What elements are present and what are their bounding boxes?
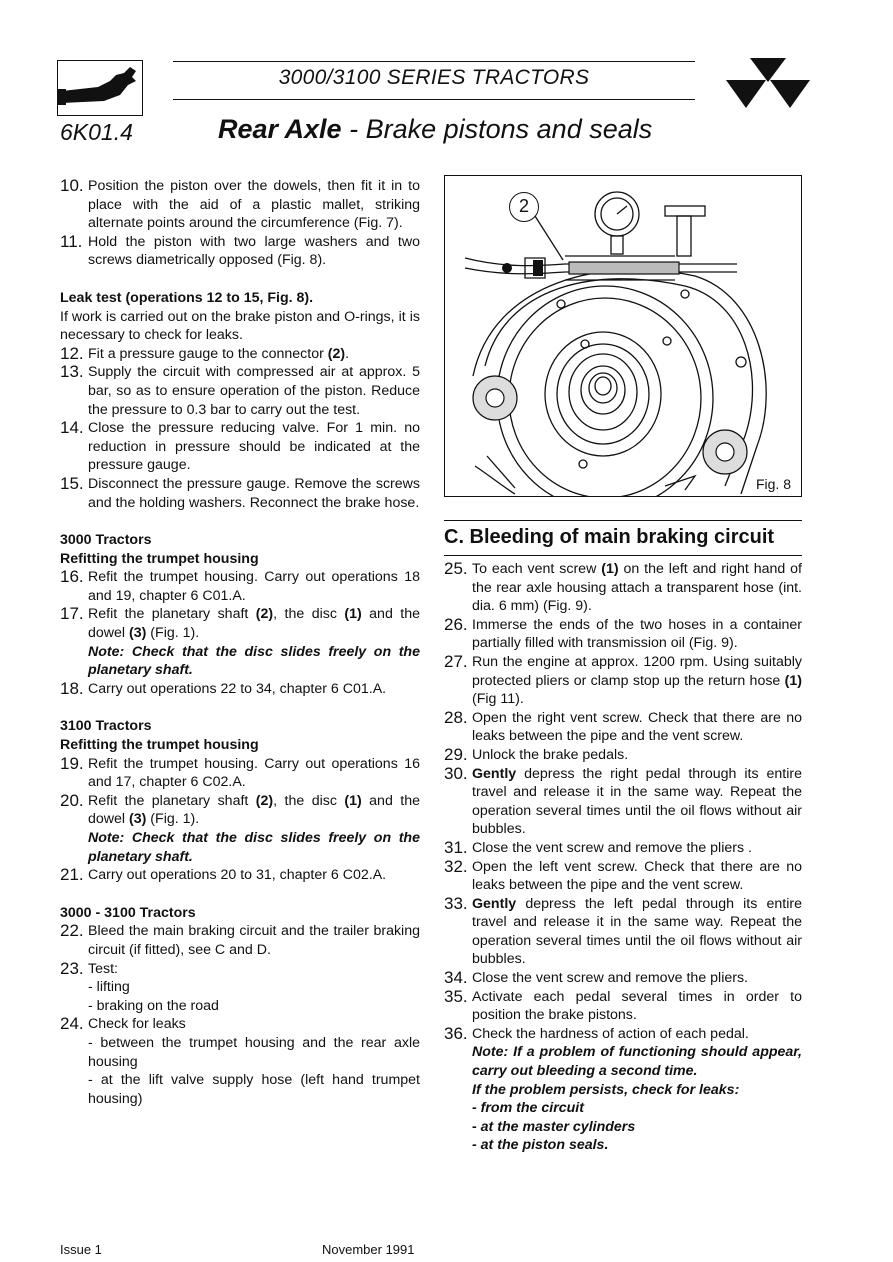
note: Note: Check that the disc slides freely on the planetary shaft. xyxy=(88,643,420,679)
callout-2: 2 xyxy=(509,192,539,222)
step-number: 20. xyxy=(60,790,84,810)
step-text: Test: - lifting - braking on the road xyxy=(88,960,219,1014)
step-text: Gently depress the right pedal through its entire travel and release it in the same way. Repeat the operation several times until the oil flows without air bubbles. xyxy=(472,765,802,838)
step-text: Carry out operations 22 to 34, chapter 6 C01.A. xyxy=(88,680,387,697)
step-29 xyxy=(444,746,802,765)
step-text: Unlock the brake pedals. xyxy=(472,746,629,763)
step-11 xyxy=(60,233,420,270)
step-text: Position the piston over the dowels, then fit it in to place with the aid of a plastic mallet, striking alternate points around the circumference (Fig. 7). xyxy=(88,178,420,232)
step-text: Close the pressure reducing valve. For 1 min. no reduction in pressure should be indicated at the pressure gauge. xyxy=(88,420,420,474)
section-code: 6K01.4 xyxy=(60,119,133,145)
step-number: 18. xyxy=(60,678,84,698)
footer-issue: Issue 1 xyxy=(60,1242,102,1257)
step-25 xyxy=(444,560,802,616)
note: Note: Check that the disc slides freely on the planetary shaft. xyxy=(88,830,420,865)
footer-date: November 1991 xyxy=(322,1242,415,1257)
step-number: 10. xyxy=(60,176,84,195)
step-22 xyxy=(60,922,420,959)
section-c-title: C. Bleeding of main braking circuit xyxy=(444,526,775,548)
step-text: To each vent screw (1) on the left and right hand of the rear axle housing attach a transparent hose (int. dia. 6 mm) (Fig. 9). xyxy=(472,561,802,615)
step-24 xyxy=(60,1015,420,1108)
step-text: Disconnect the pressure gauge. Remove the screws and the holding washers. Reconnect the brake hose. xyxy=(88,475,420,511)
step-28 xyxy=(444,709,802,746)
step-13 xyxy=(60,363,420,419)
step-number: 26. xyxy=(444,614,468,634)
step-text: Refit the planetary shaft (2), the disc (1) and the dowel (3) (Fig. 1). Note: Check that the disc slides freely on the planetary shaft. xyxy=(88,792,420,865)
step-text: Supply the circuit with compressed air at approx. 5 bar, so as to ensure operation of the piston. Reduce the pressure to 0.3 bar to carry out the test. xyxy=(88,364,420,418)
heading-3000-sub: Refitting the trumpet housing xyxy=(60,550,259,567)
step-text: Refit the trumpet housing. Carry out operations 16 and 17, chapter 6 C02.A. xyxy=(88,755,420,791)
step-27 xyxy=(444,653,802,709)
step-text: Close the vent screw and remove the pliers. xyxy=(472,970,748,987)
step-text: Immerse the ends of the two hoses in a container partially filled with transmission oil (Fig. 9). xyxy=(472,616,802,652)
step-text: Check for leaks - between the trumpet housing and the rear axle housing - at the lift valve supply hose (left hand trumpet housing) xyxy=(88,1016,420,1107)
step-number: 23. xyxy=(60,958,84,978)
leak-test-heading: Leak test (operations 12 to 15, Fig. 8). xyxy=(60,289,314,306)
step-number: 15. xyxy=(60,473,84,493)
figure-caption: Fig. 8 xyxy=(755,476,791,492)
section-c-rule-top xyxy=(444,520,802,521)
heading-3000-3100: 3000 - 3100 Tractors xyxy=(60,904,196,921)
step-number: 14. xyxy=(60,418,84,438)
note: Note: If a problem of functioning should appear, carry out bleeding a second time. xyxy=(472,1044,802,1080)
leak-test-intro: If work is carried out on the brake piston and O-rings, it is necessary to check for leaks. xyxy=(60,308,420,344)
brake-assembly-illustration xyxy=(445,176,801,496)
step-text: Gently depress the left pedal through its entire travel and release it in the same way. Repeat the operation several times until the oil flows without air bubbles. xyxy=(472,895,802,968)
step-32 xyxy=(444,858,802,895)
step-number: 32. xyxy=(444,856,468,876)
note: - at the piston seals. xyxy=(472,1137,609,1154)
heading-3100-sub: Refitting the trumpet housing xyxy=(60,737,259,754)
step-number: 17. xyxy=(60,604,84,624)
step-23 xyxy=(60,960,420,1016)
step-35 xyxy=(444,988,802,1025)
header-rule-top xyxy=(173,61,695,62)
step-34 xyxy=(444,969,802,988)
step-number: 28. xyxy=(444,707,468,727)
step-number: 27. xyxy=(444,651,468,671)
step-text: Open the right vent screw. Check that there are no leaks between the pipe and the vent screw. xyxy=(472,709,802,745)
step-number: 24. xyxy=(60,1014,84,1034)
note: If the problem persists, check for leaks: xyxy=(472,1081,740,1098)
step-number: 21. xyxy=(60,865,84,885)
step-21 xyxy=(60,866,420,885)
step-number: 25. xyxy=(444,559,468,578)
step-text: Bleed the main braking circuit and the trailer braking circuit (if fitted), see C and D. xyxy=(88,923,420,958)
right-column xyxy=(444,560,802,1155)
header-rule-bottom xyxy=(173,99,695,100)
triple-triangle-logo-icon xyxy=(722,56,814,120)
step-number: 31. xyxy=(444,837,468,857)
step-number: 33. xyxy=(444,893,468,913)
step-text: Close the vent screw and remove the pliers . xyxy=(472,839,752,856)
step-text: Check the hardness of action of each pedal. Note: If a problem of functioning should appear, carry out bleeding a second time. If the problem persists, check for leaks: - from the circuit - at the master cylinders - at the piston seals. xyxy=(472,1025,802,1154)
step-number: 36. xyxy=(444,1023,468,1043)
step-number: 29. xyxy=(444,744,468,764)
step-26 xyxy=(444,616,802,653)
step-number: 34. xyxy=(444,968,468,988)
step-text: Refit the planetary shaft (2), the disc (1) and the dowel (3) (Fig. 1). Note: Check that the disc slides freely on the planetary shaft. xyxy=(88,606,420,679)
step-19 xyxy=(60,755,420,792)
step-36 xyxy=(444,1025,802,1155)
hand-wrench-icon xyxy=(58,61,142,115)
step-18 xyxy=(60,680,420,699)
step-15 xyxy=(60,475,420,512)
note: - from the circuit xyxy=(472,1100,584,1117)
step-17 xyxy=(60,605,420,679)
step-10 xyxy=(60,177,420,233)
step-number: 30. xyxy=(444,763,468,783)
step-30 xyxy=(444,765,802,839)
step-number: 16. xyxy=(60,567,84,587)
step-text: Activate each pedal several times in order to position the brake pistons. xyxy=(472,988,802,1024)
page-title xyxy=(218,114,652,145)
step-number: 22. xyxy=(60,921,84,941)
step-33 xyxy=(444,895,802,969)
step-31 xyxy=(444,839,802,858)
series-title: 3000/3100 SERIES TRACTORS xyxy=(278,66,590,89)
step-number: 12. xyxy=(60,343,84,363)
step-number: 11. xyxy=(60,231,83,251)
step-16 xyxy=(60,568,420,605)
step-number: 35. xyxy=(444,986,468,1006)
step-12 xyxy=(60,345,420,364)
step-20 xyxy=(60,792,420,866)
left-column xyxy=(60,177,420,1108)
step-14 xyxy=(60,419,420,475)
page-title-bold: Rear Axle xyxy=(218,114,342,144)
workshop-logo xyxy=(57,60,143,116)
step-number: 13. xyxy=(60,362,84,382)
step-text: Fit a pressure gauge to the connector (2). xyxy=(88,345,350,362)
heading-3000: 3000 Tractors xyxy=(60,532,152,549)
step-number: 19. xyxy=(60,753,84,773)
page-title-rest: - Brake pistons and seals xyxy=(341,114,653,144)
figure-8 xyxy=(444,175,802,497)
step-text: Carry out operations 20 to 31, chapter 6 C02.A. xyxy=(88,867,387,884)
step-text: Refit the trumpet housing. Carry out operations 18 and 19, chapter 6 C01.A. xyxy=(88,569,420,604)
step-text: Hold the piston with two large washers and two screws diametrically opposed (Fig. 8). xyxy=(88,233,420,269)
heading-3100: 3100 Tractors xyxy=(60,718,152,735)
section-c-rule-bottom xyxy=(444,555,802,556)
note: - at the master cylinders xyxy=(472,1118,636,1135)
step-text: Run the engine at approx. 1200 rpm. Using suitably protected pliers or clamp stop up the return hose (1) (Fig 11). xyxy=(472,653,802,708)
step-text: Open the left vent screw. Check that there are no leaks between the pipe and the vent screw. xyxy=(472,858,802,894)
